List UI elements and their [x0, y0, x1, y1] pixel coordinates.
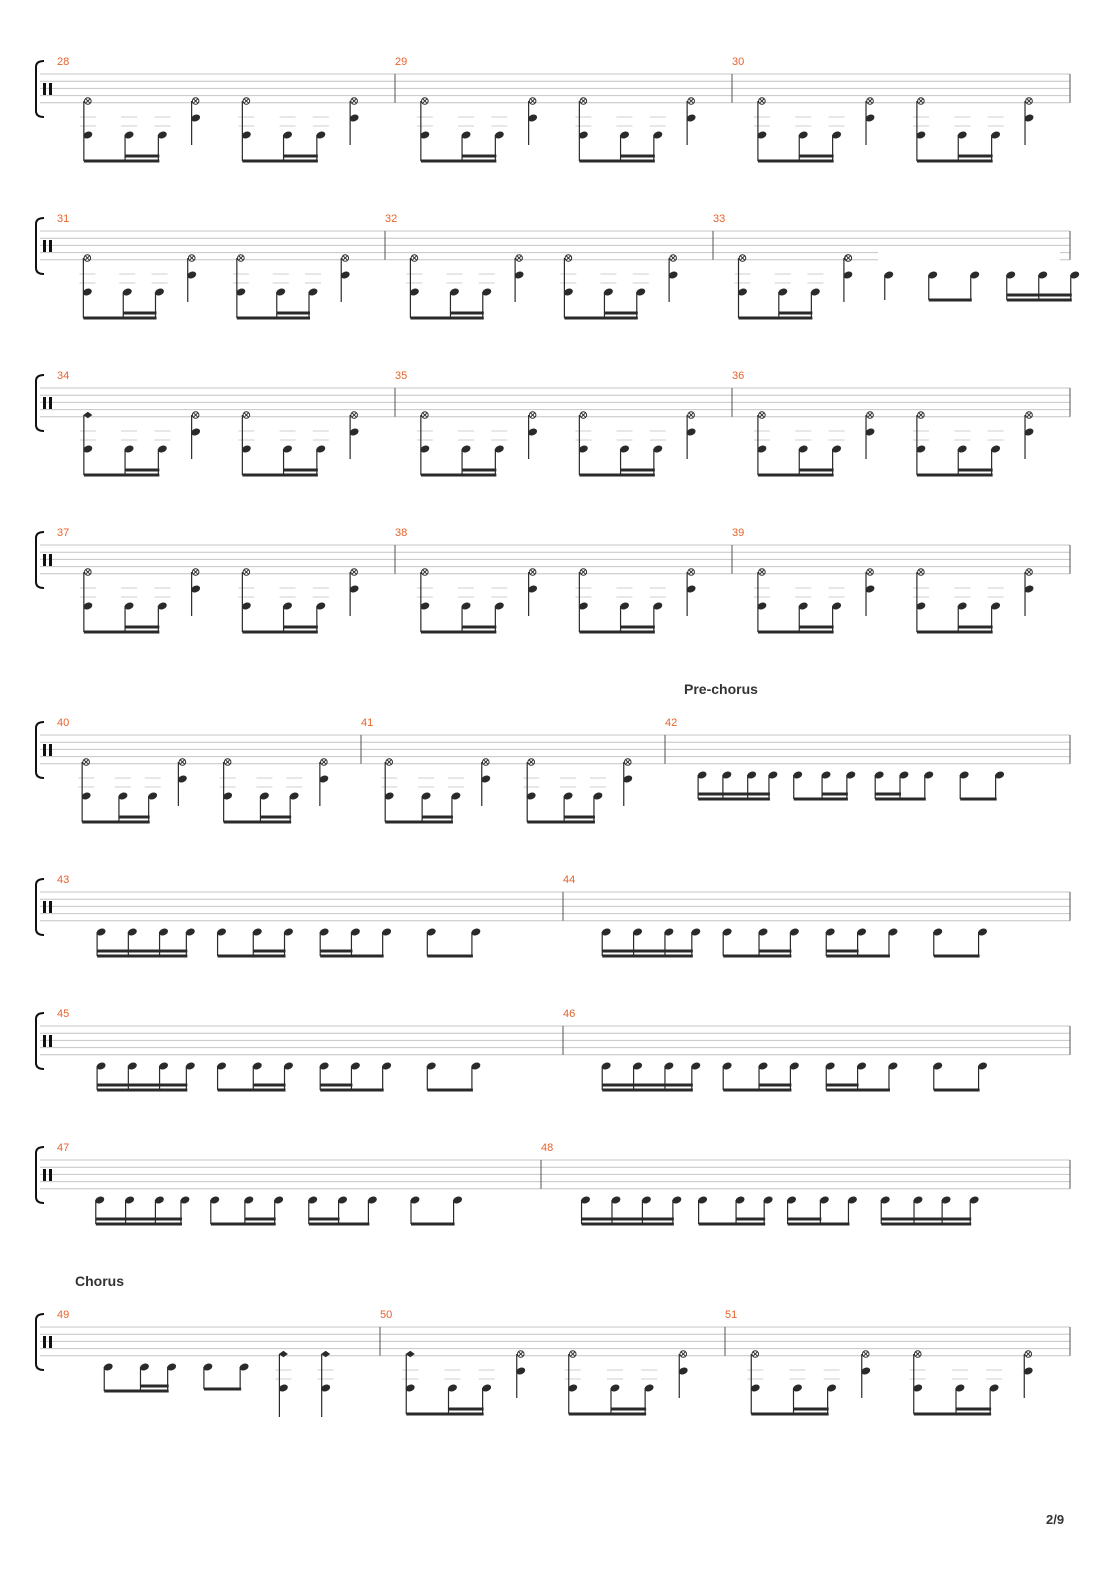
- measure: [80, 98, 360, 163]
- beam: [698, 793, 770, 796]
- beam: [462, 155, 496, 158]
- beam: [253, 1084, 285, 1087]
- beam: [579, 160, 654, 163]
- measure: [601, 1061, 988, 1091]
- beam: [449, 1408, 484, 1411]
- beam: [604, 312, 637, 315]
- beam: [125, 626, 159, 629]
- measure: [78, 759, 329, 824]
- percussion-clef: [43, 744, 46, 756]
- beam: [125, 469, 159, 472]
- beam: [253, 950, 285, 953]
- beam: [736, 1218, 765, 1221]
- beam: [245, 1218, 276, 1221]
- beam: [958, 469, 992, 472]
- staff-system: [36, 717, 1070, 824]
- beam: [779, 312, 813, 315]
- diamond-head: [279, 1351, 288, 1358]
- system-bracket: [36, 61, 44, 117]
- beam: [602, 1084, 693, 1087]
- beam: [826, 950, 858, 953]
- beam: [602, 950, 693, 953]
- beam: [97, 950, 187, 953]
- system-bracket: [36, 879, 44, 935]
- measure-number: 51: [725, 1309, 738, 1321]
- beam: [881, 1218, 971, 1221]
- measure-number: 41: [361, 717, 374, 729]
- beam: [527, 821, 595, 824]
- beam: [82, 821, 150, 824]
- measure: [697, 770, 1006, 800]
- beam: [934, 955, 980, 958]
- measure-number: 48: [541, 1142, 554, 1154]
- beam: [385, 821, 453, 824]
- beam: [84, 160, 159, 163]
- diamond-head: [406, 1351, 415, 1358]
- measure: [96, 1061, 482, 1091]
- beam: [822, 793, 848, 796]
- beam: [929, 299, 972, 302]
- measure: [580, 1195, 980, 1225]
- staff-system: [36, 213, 1080, 326]
- measure: [417, 569, 697, 634]
- measure-number: 34: [57, 370, 70, 382]
- beam: [723, 1089, 791, 1092]
- measure-number: 39: [732, 527, 745, 539]
- beam: [564, 816, 595, 819]
- beam: [462, 469, 496, 472]
- beam: [759, 1084, 791, 1087]
- beam: [788, 1223, 850, 1226]
- measure-number: 45: [57, 1008, 70, 1020]
- measure-number: 30: [732, 56, 745, 68]
- beam: [427, 1089, 473, 1092]
- beam: [320, 955, 383, 958]
- measure-number: 31: [57, 213, 70, 225]
- measure: [417, 412, 697, 477]
- beam: [218, 1089, 286, 1092]
- beam: [242, 160, 317, 163]
- system-bracket: [36, 1013, 44, 1069]
- measure: [80, 569, 360, 634]
- beam: [960, 798, 996, 801]
- system-bracket: [36, 375, 44, 431]
- beam: [411, 1223, 455, 1226]
- beam: [794, 1408, 829, 1411]
- percussion-clef: [43, 240, 46, 252]
- measure: [601, 927, 988, 957]
- measure-number: 35: [395, 370, 408, 382]
- beam: [799, 469, 833, 472]
- percussion-clef: [43, 1169, 46, 1181]
- beam: [242, 474, 317, 477]
- beam: [218, 955, 286, 958]
- beam: [958, 626, 992, 629]
- beam: [881, 1223, 971, 1226]
- beam: [564, 317, 637, 320]
- measure: [402, 1351, 689, 1416]
- staff-system: [36, 1008, 1070, 1092]
- beam: [277, 312, 310, 315]
- beam: [450, 312, 483, 315]
- beam: [602, 1089, 693, 1092]
- beam: [96, 1218, 182, 1221]
- measure-number: 36: [732, 370, 745, 382]
- beam: [958, 155, 992, 158]
- beam: [83, 317, 156, 320]
- beam: [237, 317, 310, 320]
- measure-number: 40: [57, 717, 70, 729]
- staff-system: [36, 1309, 1070, 1417]
- beam: [224, 821, 292, 824]
- diamond-head: [321, 1351, 330, 1358]
- beam: [582, 1223, 674, 1226]
- staff-system: [36, 1142, 1070, 1226]
- beam: [799, 626, 833, 629]
- percussion-clef: [43, 397, 46, 409]
- measure-number: 44: [563, 874, 576, 886]
- beam: [320, 1089, 383, 1092]
- system-bracket: [36, 218, 44, 274]
- page-number: 2/9: [1046, 1512, 1065, 1527]
- beam: [875, 798, 926, 801]
- percussion-clef: [43, 901, 46, 913]
- beam: [462, 626, 496, 629]
- beam: [582, 1218, 674, 1221]
- measure-number: 42: [665, 717, 678, 729]
- measure: [406, 255, 678, 320]
- beam: [758, 631, 834, 634]
- measure: [754, 569, 1035, 634]
- system-bracket: [36, 1314, 44, 1370]
- measure: [80, 412, 360, 477]
- beam: [602, 955, 693, 958]
- beam: [284, 469, 318, 472]
- staff-system: [36, 370, 1070, 477]
- staff-system: [36, 527, 1070, 634]
- measure-number: 29: [395, 56, 408, 68]
- beam: [621, 626, 655, 629]
- measure: [754, 98, 1035, 163]
- beam: [875, 793, 901, 796]
- beam: [758, 474, 834, 477]
- beam: [917, 474, 993, 477]
- beam: [956, 1408, 991, 1411]
- beam: [410, 317, 483, 320]
- beam: [758, 160, 834, 163]
- measure-number: 47: [57, 1142, 70, 1154]
- beam: [309, 1218, 340, 1221]
- beam: [917, 631, 993, 634]
- beam: [759, 950, 791, 953]
- measure: [417, 98, 697, 163]
- measure: [96, 927, 482, 957]
- staff-system: [36, 56, 1070, 163]
- percussion-clef: [43, 83, 46, 95]
- measure-number: 49: [57, 1309, 70, 1321]
- beam: [698, 798, 770, 801]
- beam: [97, 1084, 187, 1087]
- measure: [381, 759, 633, 824]
- beam: [421, 474, 496, 477]
- beam: [119, 816, 150, 819]
- measure: [94, 1195, 463, 1225]
- beam: [917, 160, 993, 163]
- beam: [204, 1388, 241, 1391]
- beam: [826, 1089, 890, 1092]
- beam: [579, 474, 654, 477]
- beam: [320, 1084, 352, 1087]
- beam: [140, 1385, 168, 1388]
- beam: [309, 1223, 370, 1226]
- beam: [104, 1390, 168, 1393]
- system-bracket: [36, 1147, 44, 1203]
- beam: [284, 155, 318, 158]
- percussion-clef: [43, 1336, 46, 1348]
- beam: [611, 1408, 646, 1411]
- percussion-clef: [43, 554, 46, 566]
- beam: [320, 950, 352, 953]
- beam: [242, 631, 317, 634]
- beam: [123, 312, 156, 315]
- beam: [1007, 294, 1072, 297]
- beam: [826, 955, 890, 958]
- beam: [914, 1413, 991, 1416]
- measure: [735, 246, 1081, 326]
- beam: [621, 469, 655, 472]
- beam: [934, 1089, 980, 1092]
- beam: [826, 1084, 858, 1087]
- measure: [754, 412, 1035, 477]
- beam: [788, 1218, 822, 1221]
- measure: [79, 255, 350, 320]
- beam: [799, 155, 833, 158]
- beam: [794, 798, 848, 801]
- section-label-chorus: Chorus: [75, 1273, 124, 1289]
- beam: [97, 955, 187, 958]
- section-label-pre-chorus: Pre-chorus: [684, 681, 758, 697]
- diamond-head: [83, 412, 92, 419]
- measure-number: 38: [395, 527, 408, 539]
- beam: [427, 955, 473, 958]
- beam: [84, 474, 159, 477]
- beam: [125, 155, 159, 158]
- beam: [211, 1223, 276, 1226]
- beam: [96, 1223, 182, 1226]
- beam: [569, 1413, 646, 1416]
- measure: [103, 1351, 334, 1417]
- system-bracket: [36, 532, 44, 588]
- beam: [579, 631, 654, 634]
- measure-number: 37: [57, 527, 70, 539]
- beam: [260, 816, 291, 819]
- beam: [621, 155, 655, 158]
- measure-number: 43: [57, 874, 70, 886]
- percussion-clef: [43, 1035, 46, 1047]
- beam: [97, 1089, 187, 1092]
- measure-number: 33: [713, 213, 726, 225]
- measure: [747, 1351, 1034, 1416]
- measure-number: 32: [385, 213, 398, 225]
- beam: [84, 631, 159, 634]
- beam: [699, 1223, 766, 1226]
- beam: [422, 816, 453, 819]
- system-bracket: [36, 722, 44, 778]
- beam: [723, 955, 791, 958]
- beam: [739, 317, 813, 320]
- beam: [751, 1413, 828, 1416]
- measure-number: 28: [57, 56, 70, 68]
- staff-system: [36, 874, 1070, 958]
- beam: [421, 631, 496, 634]
- measure-number: 46: [563, 1008, 576, 1020]
- beam: [284, 626, 318, 629]
- beam: [421, 160, 496, 163]
- beam: [1007, 299, 1072, 302]
- beam: [406, 1413, 483, 1416]
- measure-number: 50: [380, 1309, 393, 1321]
